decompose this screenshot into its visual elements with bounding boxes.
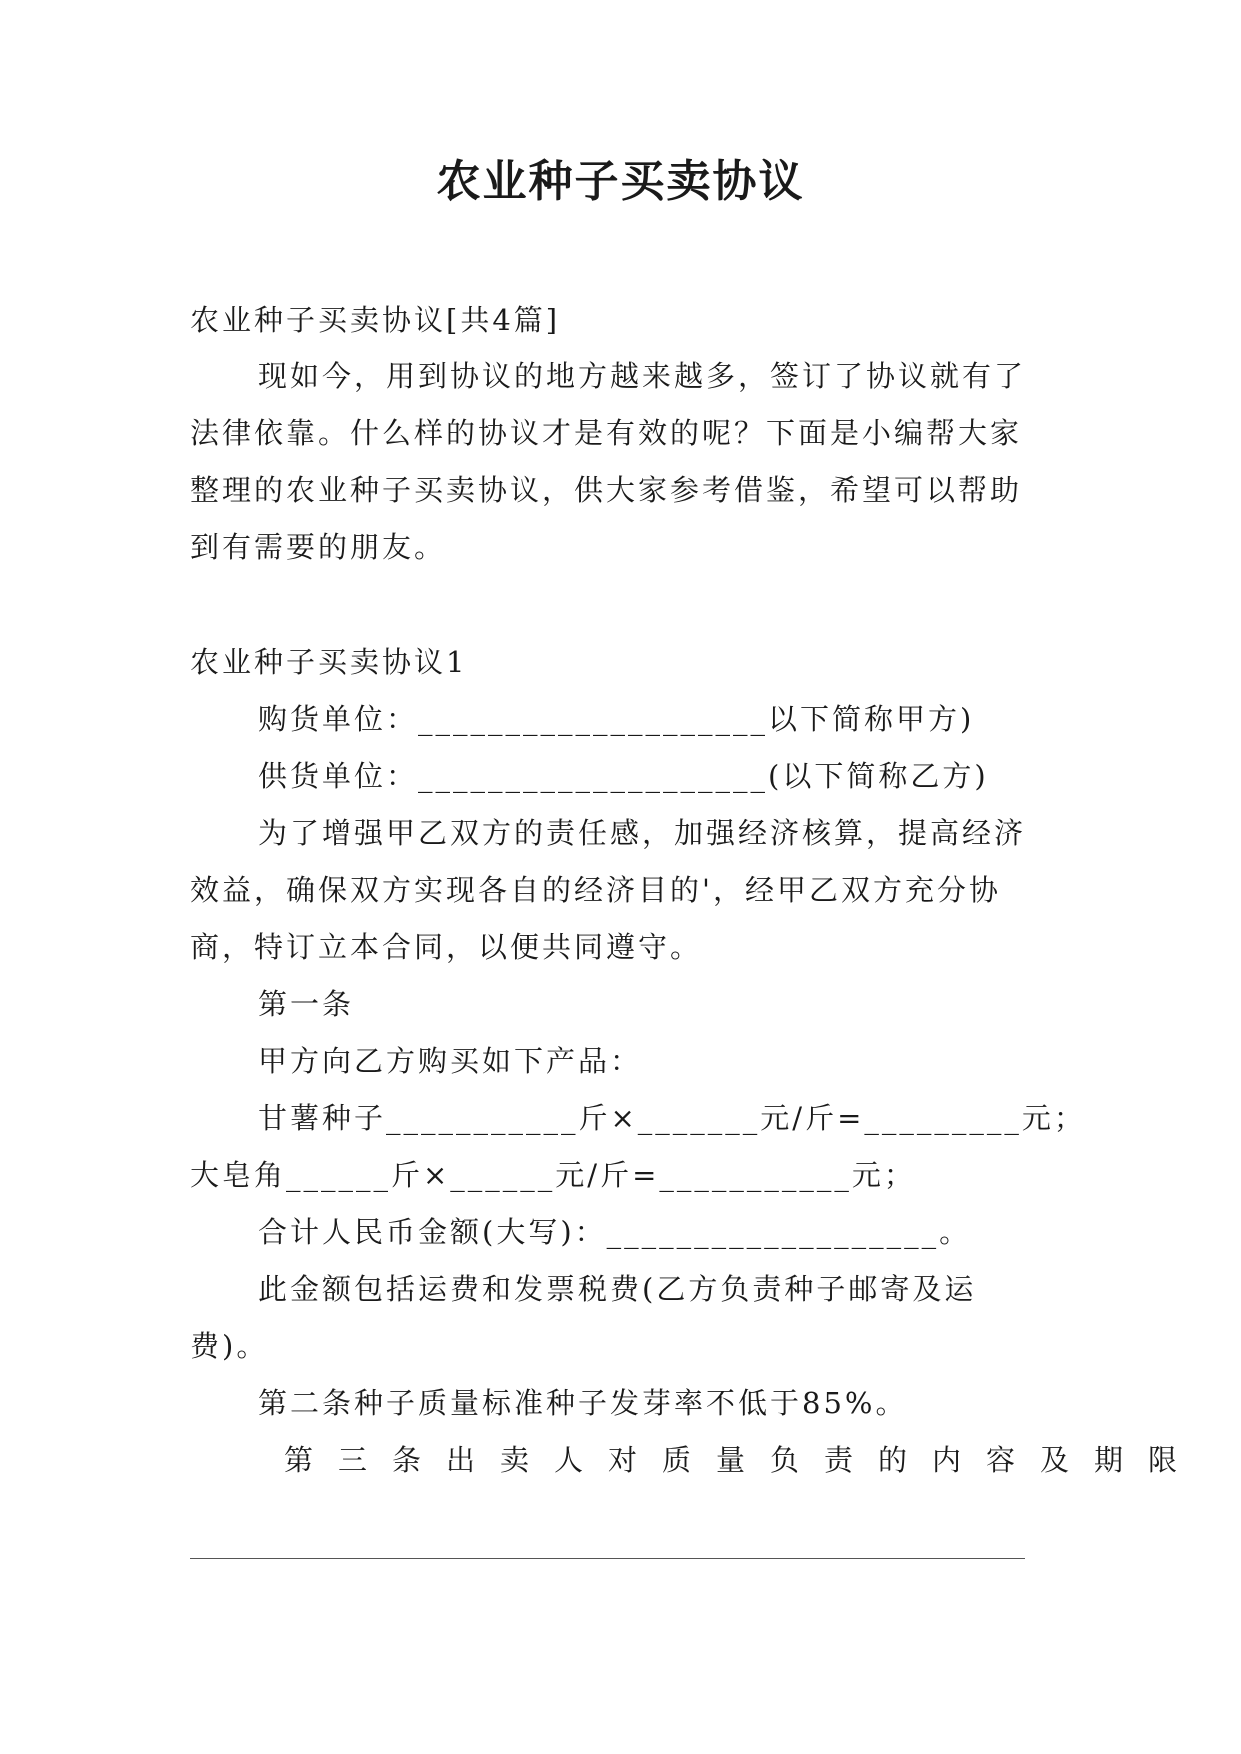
total-amount-line: 合计人民币金额(大写)：___________________。 — [258, 1215, 972, 1249]
article-2-line: 第二条种子质量标准种子发芽率不低于85%。 — [258, 1386, 908, 1420]
collection-heading: 农业种子买卖协议[共4篇] — [190, 303, 561, 337]
article-1-text: 甲方向乙方购买如下产品： — [258, 1044, 643, 1078]
article-3-line: 第三条出卖人对质量负责的内容及期限 — [284, 1443, 1203, 1477]
intro-line-1: 现如今，用到协议的地方越来越多，签订了协议就有了 — [258, 359, 1027, 393]
intro-line-3: 整理的农业种子买卖协议，供大家参考借鉴，希望可以帮助 — [190, 473, 1023, 507]
document-title: 农业种子买卖协议 — [436, 156, 805, 207]
amount-note-line-2: 费)。 — [190, 1329, 269, 1363]
article-1-heading: 第一条 — [258, 987, 355, 1021]
item-gleditsia: 大皂角______斤×______元/斤=___________元； — [190, 1158, 916, 1192]
buyer-line: 购货单位：____________________以下简称甲方) — [258, 702, 975, 736]
amount-note-line-1: 此金额包括运费和发票税费(乙方负责种子邮寄及运 — [258, 1272, 977, 1306]
supplier-line: 供货单位：____________________(以下简称乙方) — [258, 759, 989, 793]
purpose-line-1: 为了增强甲乙双方的责任感，加强经济核算，提高经济 — [258, 816, 1027, 850]
footer-divider — [190, 1558, 1025, 1559]
intro-line-2: 法律依靠。什么样的协议才是有效的呢？下面是小编帮大家 — [190, 416, 1023, 450]
intro-line-4: 到有需要的朋友。 — [190, 530, 447, 564]
purpose-line-2: 效益，确保双方实现各自的经济目的'，经甲乙双方充分协 — [190, 873, 1001, 907]
section-heading: 农业种子买卖协议1 — [190, 645, 468, 679]
item-sweet-potato: 甘薯种子___________斤×_______元/斤=_________元； — [258, 1101, 1086, 1135]
purpose-line-3: 商，特订立本合同，以便共同遵守。 — [190, 930, 703, 964]
